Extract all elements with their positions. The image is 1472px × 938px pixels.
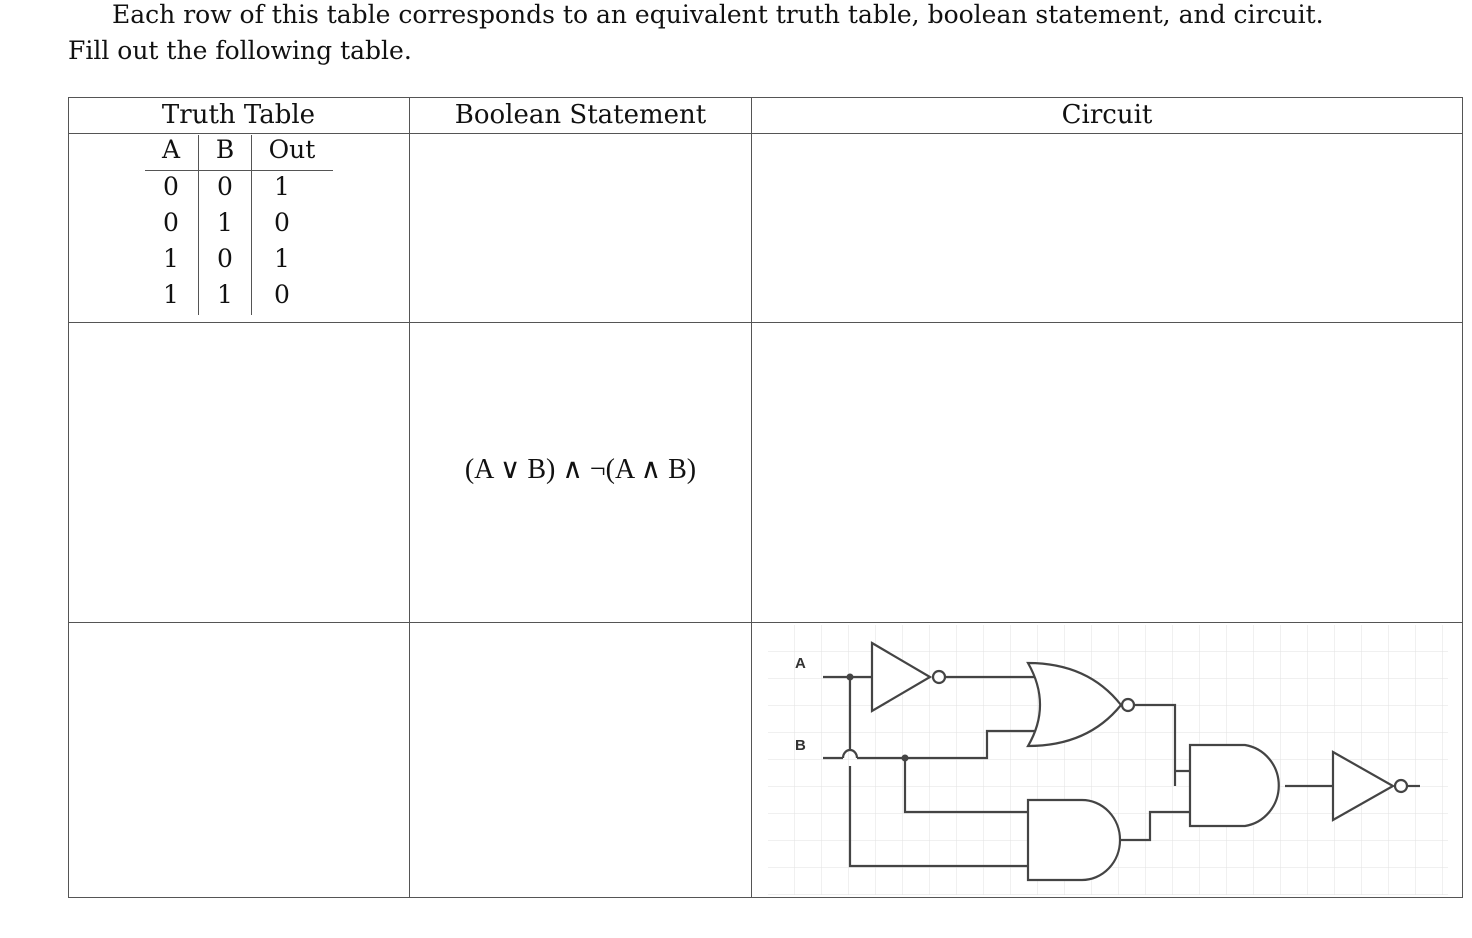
- input-label-a: A: [795, 655, 806, 672]
- tt-cell: 1: [217, 280, 233, 309]
- tt-cell: 1: [163, 244, 179, 273]
- output-bubble: [1395, 780, 1407, 792]
- tt-cell: 0: [217, 244, 233, 273]
- and-gate-lower: [1028, 800, 1120, 880]
- header-circuit: Circuit: [1061, 100, 1153, 130]
- and-gate-final: [1190, 745, 1279, 826]
- tt-cell: 0: [217, 172, 233, 201]
- tt-col-out: Out: [268, 135, 316, 164]
- intro-line-2: Fill out the following table.: [68, 36, 412, 65]
- input-label-b: B: [795, 737, 806, 754]
- tt-col-b: B: [215, 135, 235, 164]
- tt-cell: 1: [274, 172, 290, 201]
- intro-line-1: Each row of this table corresponds to an equivalent truth table, boolean statement, and circuit.: [112, 0, 1324, 29]
- junction-b: [902, 755, 909, 762]
- header-boolean-statement: Boolean Statement: [454, 100, 707, 130]
- nor-bubble: [1122, 699, 1134, 711]
- tt-cell: 0: [163, 208, 179, 237]
- tt-cell: 0: [274, 280, 290, 309]
- tt-col-a: A: [161, 135, 181, 164]
- tt-cell: 0: [274, 208, 290, 237]
- tt-cell: 0: [163, 172, 179, 201]
- tt-cell: 1: [274, 244, 290, 273]
- boolean-statement: (A ∨ B) ∧ ¬(A ∧ B): [464, 454, 697, 485]
- header-truth-table: Truth Table: [161, 100, 316, 130]
- not-bubble: [933, 671, 945, 683]
- junction-a: [847, 674, 854, 681]
- tt-cell: 1: [217, 208, 233, 237]
- tt-cell: 1: [163, 280, 179, 309]
